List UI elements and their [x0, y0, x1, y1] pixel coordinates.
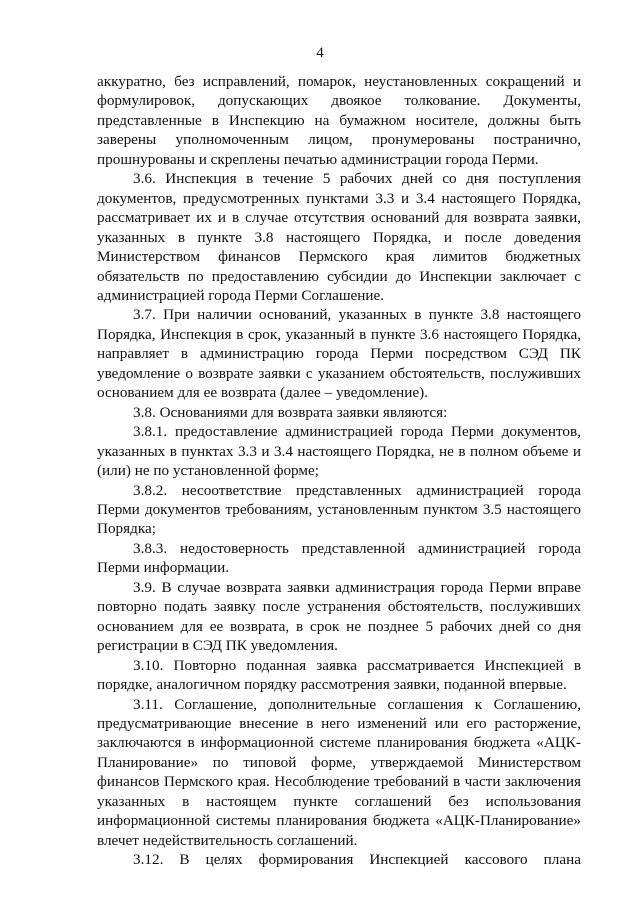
paragraph-clause-3-12: 3.12. В целях формирования Инспекцией кассового плана	[133, 851, 581, 869]
paragraph-clause-3-11: 3.11. Соглашение, дополнительные соглашения к Соглашению, предусматривающие внесение в него изменений или его расторжение, заключаются в информационной системе планирования бюджета «АЦК-Планирование» по типовой форме, утверждаемой Министерством финансов Пермского края. Несоблюдение требований в части заключения указанных в настоящем пункте соглашений без использования информационной системы планирования бюджета «АЦК-Планирование» влечет недействительность соглашений.	[97, 695, 581, 849]
paragraph-clause-3-10: 3.10. Повторно поданная заявка рассматривается Инспекцией в порядке, аналогичном порядку рассмотрения заявки, поданной впервые.	[97, 656, 581, 694]
paragraph-clause-3-8-2: 3.8.2. несоответствие представленных администрацией города Перми документов требованиям, установленным пунктом 3.5 настоящего Порядка;	[97, 481, 581, 538]
paragraph-clause-3-7: 3.7. При наличии оснований, указанных в пункте 3.8 настоящего Порядка, Инспекция в срок, указанный в пункте 3.6 настоящего Порядка, направляет в администрацию города Перми посредством СЭД ПК уведомление о возврате заявки с указанием обстоятельств, послуживших основанием для ее возврата (далее – уведомление).	[97, 306, 581, 402]
paragraph-clause-3-8-3: 3.8.3. недостоверность представленной администрацией города Перми информации.	[97, 539, 581, 577]
paragraph-clause-3-9: 3.9. В случае возврата заявки администрация города Перми вправе повторно подать заявку после устранения обстоятельств, послуживших основанием для ее возврата, в срок не позднее 5 рабочих дней со дня регистрации в СЭД ПК уведомления.	[97, 578, 581, 655]
paragraph-clause-3-6: 3.6. Инспекция в течение 5 рабочих дней со дня поступления документов, предусмотренных пунктами 3.3 и 3.4 настоящего Порядка, рассматривает их и в случае отсутствия оснований для возврата заявки, указанных в пункте 3.8 настоящего Порядка, и после доведения Министерством финансов Пермского края лимитов бюджетных обязательств по предоставлению субсидии до Инспекции заключает с администрацией города Перми Соглашение.	[97, 170, 581, 304]
paragraph-clause-3-8: 3.8. Основаниями для возврата заявки являются:	[133, 403, 448, 421]
page-number: 4	[316, 45, 324, 61]
paragraph-continuation: аккуратно, без исправлений, помарок, неустановленных сокращений и формулировок, допускающих двоякое толкование. Документы, представленные в Инспекцию на бумажном носителе, должны быть заверены уполномоченным лицом, пронумерованы постранично, прошнурованы и скреплены печатью администрации города Перми.	[97, 73, 581, 168]
paragraph-clause-3-8-1: 3.8.1. предоставление администрацией города Перми документов, указанных в пунктах 3.3 и 3.4 настоящего Порядка, не в полном объеме и (или) не по установленной форме;	[97, 423, 581, 480]
document-body	[97, 72, 581, 870]
